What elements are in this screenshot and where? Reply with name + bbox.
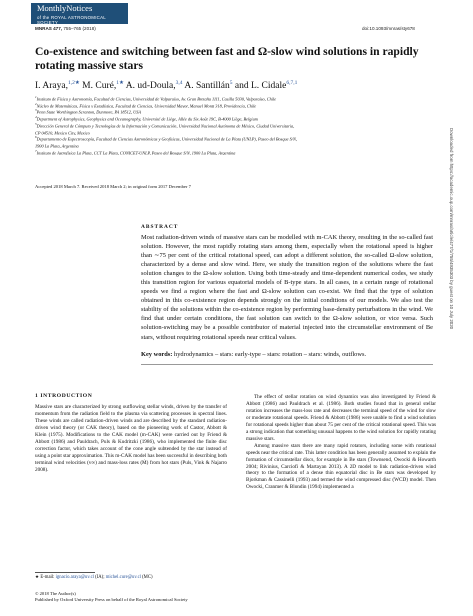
journal-name: MonthlyNotices bbox=[37, 3, 93, 13]
author-affiliation-mark: 5 bbox=[229, 80, 233, 86]
affiliation-line: $^5$Dirección General de Cómputo y Tecnologías de la Información y Comunicación, Universidad Nacional Autónoma de México, Ciudad Universitaria, bbox=[35, 121, 295, 129]
section-heading: 1 INTRODUCTION bbox=[35, 393, 93, 399]
divider bbox=[141, 364, 433, 365]
accepted-date: Accepted 2018 March 7. Received 2018 March 2; in original form 2017 December 7 bbox=[35, 184, 191, 189]
author-name: M. Curé, bbox=[79, 81, 117, 92]
intro-left-column bbox=[35, 404, 227, 474]
author-affiliation-mark: 3,4 bbox=[175, 80, 183, 86]
journal-logo bbox=[31, 3, 128, 24]
download-notice: Downloaded from https://academic.oup.com/mnras/article/477/1/755/4935303 by guest on 10 July 2020 bbox=[449, 128, 454, 330]
abstract-text: Most radiation-driven winds of massive stars can be modelled with m-CAK theory, resulting in the so-called fast solution. However, the most rapidly rotating stars among them, especially when the rotational speed is higher than ∼75 per cent of the critical rotational speed, can adopt a different solution, the so-called Ω-slow solution, characterized by a dense and slow wind. Here, we study the transition region of the solutions where the fast solution changes to the Ω-slow solution. Using both time-steady and time-dependent numerical codes, we study this transition region for various equatorial models of B-type stars. In all cases, in a certain range of rotational speeds we find a region where the fast and Ω-slow solution can co-exist. We find that the type of solution obtained in this co-existence region depends strongly on the initial conditions of our models. We also test the stability of the solutions within the co-existence region by performing base-density perturbations in the wind. We find that under certain conditions, the fast solution can switch to the Ω-slow solution, or vice versa. Such solution-switching may be a possible contributor of material injected into the circumstellar environment of Be stars, without requiring rotational speeds near critical values. bbox=[141, 234, 433, 341]
author-name: A. ud-Doula, bbox=[123, 81, 176, 92]
citation: MNRAS 477, 755–765 (2018) bbox=[35, 26, 96, 31]
author-list bbox=[35, 77, 297, 92]
email-link[interactable]: michel.cure@uv.cl bbox=[105, 575, 141, 580]
intro-right-column bbox=[246, 394, 436, 491]
keywords: Key words: hydrodynamics – stars: early-type – stars: rotation – stars: winds, outflows. bbox=[141, 351, 367, 358]
footnote-email: ★ E-mail: ignacio.araya@uv.cl (IA); michel.cure@uv.cl (MC) bbox=[35, 575, 153, 580]
affiliation-line: $^1$Instituto de Física y Astronomía, Facultad de Ciencias, Universidad de Valparaíso, Av. Gran Bretaña 1111, Casilla 5030, Valparaíso, Chile bbox=[35, 95, 277, 102]
email-link[interactable]: ignacio.araya@uv.cl bbox=[55, 575, 94, 580]
affiliation-line: $^6$Departamento de Espectroscopía, Facultad de Ciencias Astronómicas y Geofísicas, Universidad Nacional de La Plata (UNLP), Paseo del Bosque S/N, bbox=[35, 135, 297, 142]
journal-society: of the ROYAL ASTRONOMICAL SOCIETY bbox=[37, 15, 106, 25]
intro-paragraph: The effect of stellar rotation on wind dynamics was also investigated by Friend & Abbott (1986) and Pauldrach et al. (1986). Both studies found that in general stellar rotation increases the mass-loss rate and decreases the terminal speed of the wind for slow or moderate rotational speeds. Friend & Abbott (1986) were unable to find a wind solution for rotational speeds higher than about 75 per cent of the critical rotational speed. This was a strong indication that something unusual happens to the wind solution for rapidly rotating massive stars. bbox=[246, 394, 436, 442]
affiliation-line: $^3$Penn State Worthington Scranton, Dunmore, PA 18512, USA bbox=[35, 108, 141, 115]
affiliation-line: $^4$Department of Astrophysics, Geophysics and Oceanography, Université de Liège, Allée du Six Août 19C, B-4000 Liège, Belgium bbox=[35, 115, 258, 122]
footnote-divider bbox=[35, 572, 95, 573]
author-name: I. Araya, bbox=[35, 81, 68, 92]
paper-title: Co-existence and switching between fast and Ω-slow wind solutions in rapidly rotating massive stars bbox=[35, 45, 419, 72]
author-affiliation-mark: 1★ bbox=[116, 80, 124, 86]
author-name: A. Santillán bbox=[182, 81, 230, 92]
intro-paragraph: Massive stars are characterized by strong outflowing stellar winds, driven by the transfer of momentum from the radiation field to the plasma via scattering processes in spectral lines. These winds are called radiation-driven winds and are described by the standard radiation-driven wind theory (or CAK theory), based on the pioneering work of Castor, Abbott & Klein (1975). Modifications to the CAK model (m-CAK) were carried out by Friend & Abbott (1986) and Pauldrach, Puls & Kudritzki (1986), who implemented the finite disc correction factor, which takes account of the cone angle subtended by the star instead of using a point star approximation. This m-CAK model has been successful in describing both terminal wind velocities (v∞) and mass-loss rates (Ṁ) from hot stars (Puls, Vink & Najarro 2008). bbox=[35, 404, 227, 473]
affiliations bbox=[35, 95, 435, 155]
author-affiliation-mark: 6,7,1 bbox=[286, 80, 298, 86]
author-affiliation-mark: 1,2★ bbox=[67, 80, 80, 86]
doi[interactable]: doi:10.1093/mnras/sty678 bbox=[362, 26, 415, 31]
intro-paragraph: Among massive stars there are many rapid rotators, including some with rotational speeds near the critical rate. This latter condition has been generally assumed to explain the formation of circumstellar discs, for example in Be stars (Townsend, Owocki & Howarth 2004; Rivinius, Carciofi & Martayan 2013). A 2D model to link radiation-driven wind theory to the formation of a dense thin equatorial disc in Be stars was developed by Bjorkman & Cassinelli (1993) and termed the wind compressed disc (WCD) model. Then Owocki, Cranmer & Blondin (1994) implemented a bbox=[246, 442, 436, 491]
copyright: © 2018 The Author(s) Published by Oxford University Press on behalf of the Royal Astronomical Society bbox=[35, 591, 188, 602]
abstract-heading: ABSTRACT bbox=[141, 224, 179, 230]
affiliation-line: $^2$Núcleo de Matemáticas, Física y Estadística, Facultad de Ciencias, Universidad Mayor, Manuel Montt 318, Providencia, Chile bbox=[35, 101, 257, 109]
affiliation-line: CP 04510, Mexico City, Mexico bbox=[35, 130, 90, 136]
author-name: and L. Cidale bbox=[232, 81, 287, 92]
affiliation-line: $^7$Instituto de Astrofísica La Plata, CCT La Plata, CONICET-UNLP, Paseo del Bosque S/N, 1900 La Plata, Argentina bbox=[35, 148, 236, 156]
affiliation-line: 1900 La Plata, Argentina bbox=[35, 143, 79, 149]
